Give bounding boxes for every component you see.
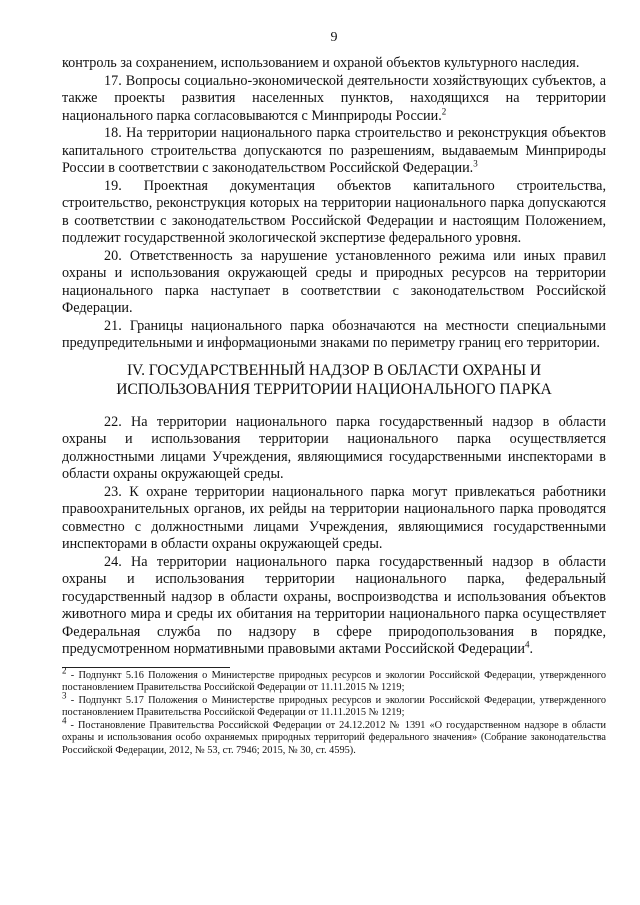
- paragraph-23: [62, 484, 606, 554]
- footnote-ref: 3: [473, 158, 478, 169]
- footnote-text: - Подпункт 5.17 Положения о Министерстве природных ресурсов и экологии Российской Федерации, утвержденного постановлением Правительства Российской Федерации от 11.11.2015 № 1219;: [62, 694, 606, 719]
- footnote-text: - Подпункт 5.16 Положения о Министерстве природных ресурсов и экологии Российской Федерации, утвержденного постановлением Правительства Российской Федерации от 11.11.2015 № 1219;: [62, 669, 606, 694]
- footnote-3: [62, 690, 606, 720]
- paragraph-18: [62, 125, 606, 178]
- footnote-mark: 2: [62, 665, 67, 676]
- section-heading: [62, 361, 606, 399]
- footnote-ref: 2: [441, 105, 447, 116]
- section-heading-line-1: IV. ГОСУДАРСТВЕННЫЙ НАДЗОР В ОБЛАСТИ ОХРАНЫ И: [126, 361, 542, 379]
- paragraph-continuation: [62, 55, 606, 73]
- document-body: [62, 55, 606, 659]
- paragraph-20: [62, 248, 606, 318]
- paragraph-19: [62, 178, 606, 248]
- paragraph-24: [62, 554, 606, 659]
- paragraph-21: [62, 318, 606, 353]
- paragraph-text: .: [529, 641, 534, 657]
- paragraph-text: 19. Проектная документация объектов капитального строительства, строительство, реконструкция которых на территории национального парка допускаются в соответствии с законодательством Российской Федерации и настоящим Положением, подлежит государственной экологической экспертизе федерального уровня.: [62, 177, 606, 246]
- paragraph-22: [62, 414, 606, 484]
- paragraph-text: 24. На территории национального парка государственный надзор в области охраны и использования территории национального парка, федеральный государственный надзор в области охраны, воспроизводства и использования объектов животного мира и среды их обитания на территории национального парка осуществляет Федеральная служба по надзору в сфере природопользования в порядке, предусмотренном нормативными правовыми актами Российской Федерации: [62, 553, 606, 657]
- paragraph-text: 23. К охране территории национального парка могут привлекаться работники правоохранительных органов, их рейды на территории национального парка проводятся совместно с должностными лицами Учреждения, являющимися государственными инспекторами в области охраны окружающей среды.: [62, 483, 606, 552]
- footnotes: [62, 665, 606, 758]
- footnote-2: [62, 665, 606, 695]
- paragraph-text: 20. Ответственность за нарушение установленного режима или иных правил охраны и использования окружающей среды и природных ресурсов на территории национального парка наступает в соответствии с законодательством Российской Федерации.: [62, 247, 606, 316]
- footnote-4: [62, 715, 606, 758]
- footnote-text: - Постановление Правительства Российской Федерации от 24.12.2012 № 1391 «О государственном надзоре в области охраны и использования особо охраняемых природных территорий федерального значения» (Собрание законодательства Российской Федерации, 2012, № 53, ст. 7946; 2015, № 30, ст. 4595).: [62, 719, 606, 757]
- paragraph-text: 17. Вопросы социально-экономической деятельности хозяйствующих субъектов, а также проекты развития населенных пунктов, находящихся на территории национального парка согласовываются с Минприроды России.: [62, 72, 606, 124]
- footnote-divider: [62, 667, 230, 668]
- footnote-mark: 3: [62, 690, 67, 701]
- paragraph-17: [62, 73, 606, 126]
- section-heading-line-2: ИСПОЛЬЗОВАНИЯ ТЕРРИТОРИИ НАЦИОНАЛЬНОГО ПАРКА: [116, 380, 552, 398]
- paragraph-text: 18. На территории национального парка строительство и реконструкция объектов капитального строительства допускаются по разрешениям, выдаваемым Минприроды России в соответствии с законодательством Российской Федерации.: [62, 125, 606, 176]
- page-number: 9: [330, 30, 338, 45]
- paragraph-text: 21. Границы национального парка обозначаются на местности специальными предупредительными и информациоными знаками по периметру границ его территории.: [62, 317, 606, 351]
- footnote-mark: 4: [62, 715, 67, 726]
- paragraph-text: контроль за сохранением, использованием и охраной объектов культурного наследия.: [62, 55, 580, 71]
- footnote-ref: 4: [524, 639, 530, 650]
- paragraph-text: 22. На территории национального парка государственный надзор в области охраны и использования территории национального парка осуществляется должностными лицами Учреждения, являющимися государственными инспекторами в области охраны окружающей среды.: [62, 413, 606, 482]
